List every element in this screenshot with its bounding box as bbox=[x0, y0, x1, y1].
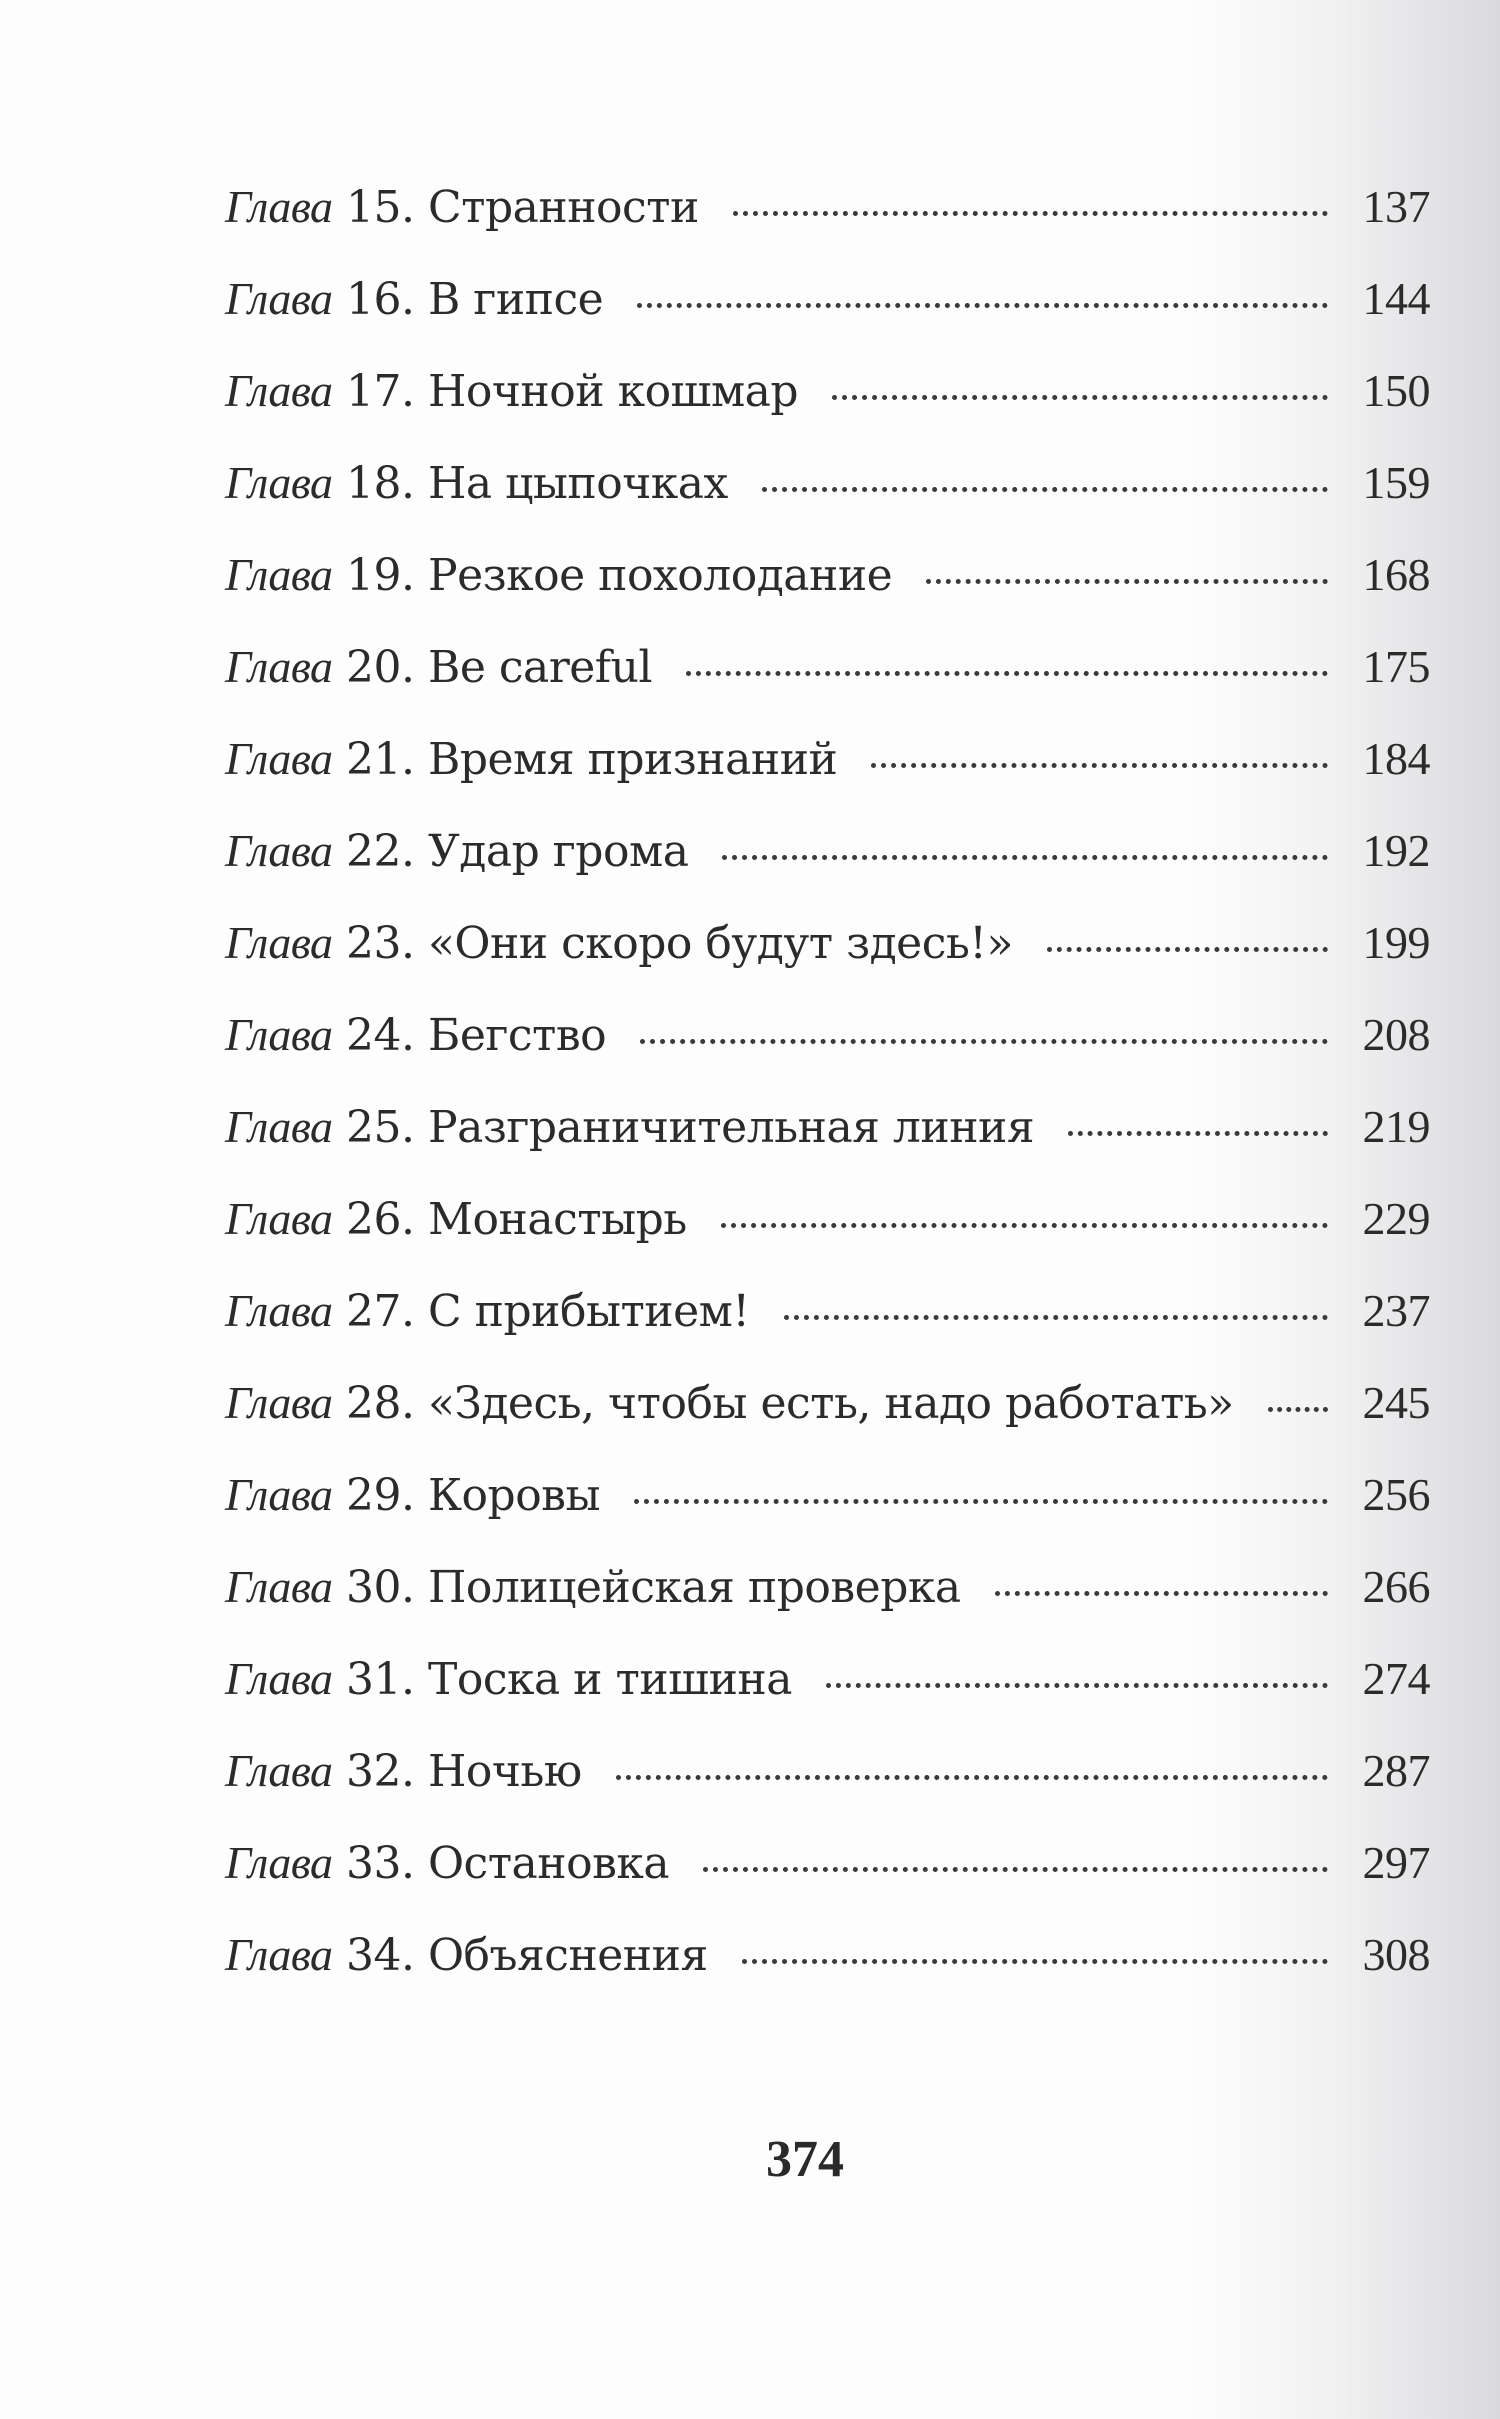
dot-leader bbox=[637, 303, 1328, 308]
chapter-number: 18. bbox=[346, 458, 415, 509]
dot-leader bbox=[634, 1499, 1328, 1504]
toc-entry-label bbox=[225, 824, 688, 877]
chapter-word: Глава bbox=[225, 457, 333, 508]
chapter-title: Остановка bbox=[427, 1838, 670, 1889]
dot-leader bbox=[1268, 1407, 1328, 1412]
toc-entry bbox=[225, 1652, 1430, 1744]
toc-page-number: 308 bbox=[1362, 1929, 1430, 1980]
dot-leader bbox=[1047, 947, 1328, 952]
chapter-title: Be careful bbox=[427, 642, 652, 693]
chapter-title: Тоска и тишина bbox=[427, 1654, 792, 1705]
chapter-word: Глава bbox=[225, 1009, 333, 1060]
chapter-number: 25. bbox=[346, 1102, 415, 1153]
chapter-title: Бегство bbox=[427, 1010, 607, 1061]
chapter-word: Глава bbox=[225, 1101, 333, 1152]
toc-page-number: 229 bbox=[1362, 1193, 1430, 1244]
chapter-word: Глава bbox=[225, 1561, 333, 1612]
toc-entry bbox=[225, 1192, 1430, 1284]
toc-entry-label bbox=[225, 916, 1013, 969]
toc-entry bbox=[225, 1100, 1430, 1192]
dot-leader bbox=[995, 1591, 1328, 1596]
chapter-title: Коровы bbox=[427, 1470, 600, 1521]
toc-entry bbox=[225, 1928, 1430, 2020]
toc-entry-label bbox=[225, 180, 699, 233]
chapter-number: 30. bbox=[346, 1562, 415, 1613]
chapter-word: Глава bbox=[225, 1377, 333, 1428]
chapter-number: 27. bbox=[346, 1286, 415, 1337]
toc-entry-label bbox=[225, 364, 798, 417]
dot-leader bbox=[722, 855, 1328, 860]
dot-leader bbox=[926, 579, 1328, 584]
chapter-number: 20. bbox=[346, 642, 415, 693]
toc-entry-label bbox=[225, 1744, 582, 1797]
chapter-word: Глава bbox=[225, 825, 333, 876]
chapter-number: 23. bbox=[346, 918, 415, 969]
toc-page-number: 256 bbox=[1362, 1469, 1430, 1520]
toc-page-number: 208 bbox=[1362, 1009, 1430, 1060]
toc-entry-label bbox=[225, 640, 652, 693]
chapter-number: 31. bbox=[346, 1654, 415, 1705]
toc-entry-label bbox=[225, 272, 603, 325]
chapter-title: Монастырь bbox=[427, 1194, 687, 1245]
chapter-title: Резкое похолодание bbox=[427, 550, 893, 601]
toc-page-number: 150 bbox=[1362, 365, 1430, 416]
toc-page-number: 159 bbox=[1362, 457, 1430, 508]
toc-entry bbox=[225, 1560, 1430, 1652]
chapter-title: Ночной кошмар bbox=[427, 366, 799, 417]
toc-entry bbox=[225, 1468, 1430, 1560]
toc-page-number: 274 bbox=[1362, 1653, 1430, 1704]
toc-page-number: 219 bbox=[1362, 1101, 1430, 1152]
toc-entry bbox=[225, 364, 1430, 456]
toc-page-number: 175 bbox=[1362, 641, 1430, 692]
chapter-title: Объяснения bbox=[427, 1930, 708, 1981]
toc-entry bbox=[225, 456, 1430, 548]
chapter-word: Глава bbox=[225, 641, 333, 692]
toc-page-number: 266 bbox=[1362, 1561, 1430, 1612]
dot-leader bbox=[762, 487, 1328, 492]
toc-entry bbox=[225, 640, 1430, 732]
dot-leader bbox=[721, 1223, 1328, 1228]
toc-entry bbox=[225, 1744, 1430, 1836]
toc-entry bbox=[225, 272, 1430, 364]
toc-page-number: 144 bbox=[1362, 273, 1430, 324]
chapter-number: 29. bbox=[346, 1470, 415, 1521]
dot-leader bbox=[742, 1959, 1328, 1964]
toc-entry bbox=[225, 1836, 1430, 1928]
toc-entry bbox=[225, 916, 1430, 1008]
table-of-contents bbox=[225, 180, 1430, 2020]
chapter-number: 32. bbox=[346, 1746, 415, 1797]
toc-entry-label bbox=[225, 1376, 1234, 1429]
toc-page-number: 287 bbox=[1362, 1745, 1430, 1796]
chapter-word: Глава bbox=[225, 1653, 333, 1704]
chapter-number: 26. bbox=[346, 1194, 415, 1245]
chapter-number: 19. bbox=[346, 550, 415, 601]
chapter-number: 15. bbox=[346, 182, 415, 233]
chapter-word: Глава bbox=[225, 1837, 333, 1888]
toc-page-number: 192 bbox=[1362, 825, 1430, 876]
toc-entry bbox=[225, 548, 1430, 640]
toc-entry-label bbox=[225, 732, 837, 785]
chapter-title: «Здесь, чтобы есть, надо работать» bbox=[427, 1378, 1234, 1429]
chapter-title: С прибытием! bbox=[427, 1286, 750, 1337]
chapter-word: Глава bbox=[225, 549, 333, 600]
chapter-word: Глава bbox=[225, 181, 333, 232]
chapter-title: Удар грома bbox=[427, 826, 689, 877]
toc-entry-label bbox=[225, 1652, 792, 1705]
toc-page-number: 137 bbox=[1362, 181, 1430, 232]
chapter-word: Глава bbox=[225, 1285, 333, 1336]
chapter-title: Странности bbox=[427, 182, 699, 233]
chapter-word: Глава bbox=[225, 365, 333, 416]
toc-entry bbox=[225, 1008, 1430, 1100]
toc-entry-label bbox=[225, 456, 728, 509]
chapter-word: Глава bbox=[225, 733, 333, 784]
dot-leader bbox=[733, 211, 1328, 216]
chapter-number: 21. bbox=[346, 734, 415, 785]
chapter-title: Разграничительная линия bbox=[427, 1102, 1035, 1153]
chapter-number: 33. bbox=[346, 1838, 415, 1889]
dot-leader bbox=[826, 1683, 1328, 1688]
chapter-number: 16. bbox=[346, 274, 415, 325]
chapter-title: Полицейская проверка bbox=[427, 1562, 961, 1613]
chapter-word: Глава bbox=[225, 1193, 333, 1244]
chapter-word: Глава bbox=[225, 1469, 333, 1520]
dot-leader bbox=[784, 1315, 1328, 1320]
toc-entry bbox=[225, 732, 1430, 824]
chapter-title: В гипсе bbox=[427, 274, 604, 325]
toc-entry bbox=[225, 1376, 1430, 1468]
toc-entry-label bbox=[225, 1928, 708, 1981]
toc-entry bbox=[225, 1284, 1430, 1376]
chapter-word: Глава bbox=[225, 1929, 333, 1980]
toc-entry-label bbox=[225, 1468, 600, 1521]
dot-leader bbox=[832, 395, 1328, 400]
toc-page-number: 199 bbox=[1362, 917, 1430, 968]
toc-entry-label bbox=[225, 1100, 1034, 1153]
dot-leader bbox=[616, 1775, 1328, 1780]
chapter-number: 34. bbox=[346, 1930, 415, 1981]
chapter-word: Глава bbox=[225, 917, 333, 968]
toc-page-number: 245 bbox=[1362, 1377, 1430, 1428]
dot-leader bbox=[703, 1867, 1328, 1872]
chapter-title: Ночью bbox=[427, 1746, 582, 1797]
dot-leader bbox=[686, 671, 1328, 676]
toc-entry-label bbox=[225, 1284, 750, 1337]
chapter-word: Глава bbox=[225, 1745, 333, 1796]
chapter-number: 28. bbox=[346, 1378, 415, 1429]
chapter-word: Глава bbox=[225, 273, 333, 324]
toc-page-number: 184 bbox=[1362, 733, 1430, 784]
toc-page-number: 297 bbox=[1362, 1837, 1430, 1888]
chapter-number: 22. bbox=[346, 826, 415, 877]
dot-leader bbox=[1068, 1131, 1328, 1136]
page-number: 374 bbox=[766, 2131, 844, 2188]
chapter-title: На цыпочках bbox=[427, 458, 728, 509]
toc-entry bbox=[225, 180, 1430, 272]
chapter-number: 17. bbox=[346, 366, 415, 417]
chapter-title: Время признаний bbox=[427, 734, 838, 785]
toc-entry-label bbox=[225, 548, 892, 601]
toc-entry-label bbox=[225, 1008, 606, 1061]
chapter-title: «Они скоро будут здесь!» bbox=[427, 918, 1013, 969]
chapter-number: 24. bbox=[346, 1010, 415, 1061]
toc-page-number: 168 bbox=[1362, 549, 1430, 600]
toc-entry bbox=[225, 824, 1430, 916]
dot-leader bbox=[871, 763, 1328, 768]
toc-entry-label bbox=[225, 1192, 687, 1245]
toc-entry-label bbox=[225, 1560, 961, 1613]
toc-page-number: 237 bbox=[1362, 1285, 1430, 1336]
dot-leader bbox=[640, 1039, 1328, 1044]
toc-entry-label bbox=[225, 1836, 669, 1889]
